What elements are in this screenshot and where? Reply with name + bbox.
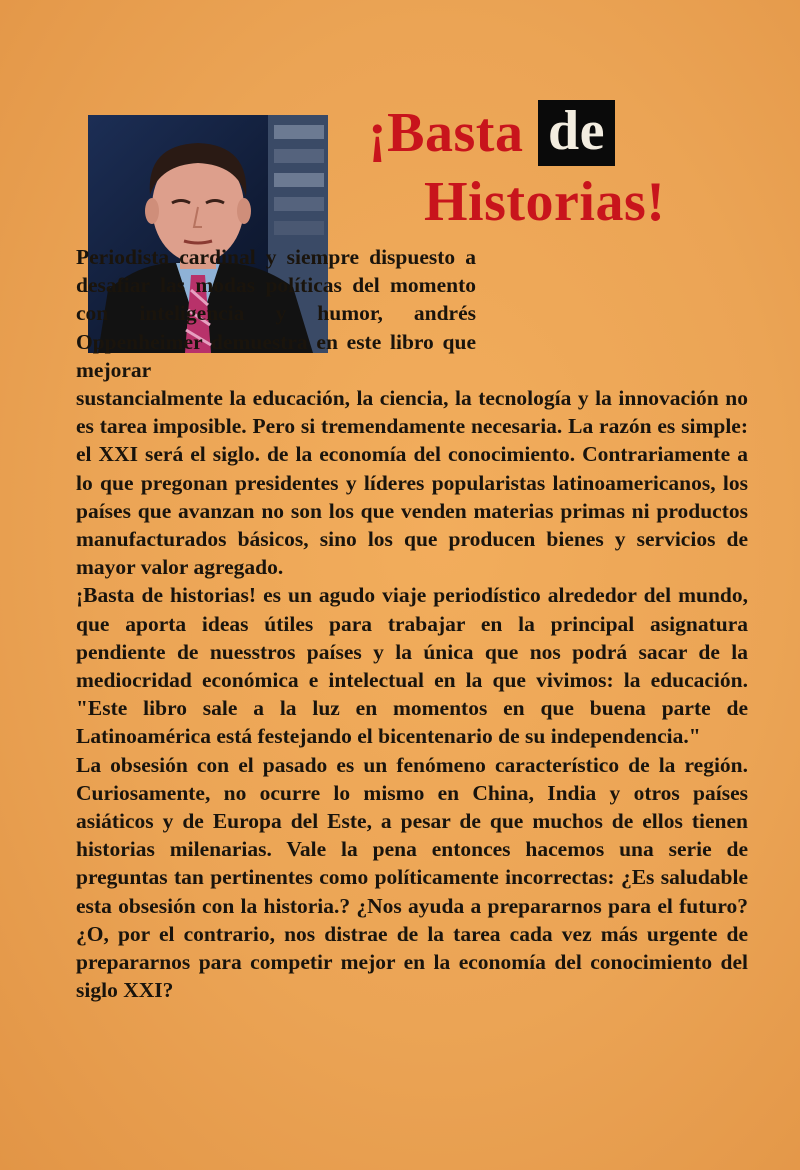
paragraph-2: ¡Basta de historias! es un agudo viaje periodístico alrededor del mundo, que aporta ideas útiles para trabajar en la principal asignatura pendiente de nuesstros países y la única que nos podrá sacar de la mediocridad económica e intelectual en la que vivimos: la educación. "Este libro sale a la luz en momentos en que buena parte de Latinoamérica está festejando el bicentenario de su independencia." [76, 583, 748, 749]
title-line-2: Historias! [424, 171, 666, 233]
paragraph-1-rest: sustancialmente la educación, la ciencia, la tecnología y la innovación no es tarea imposible. Pero si tremendamente necesaria. La razón es simple: el XXI será el siglo. de la economía del conocimiento. Contrariamente a lo que pregonan presidentes y líderes popularistas latinoamericanos, los países que avanzan no son los que venden materias primas ni productos manufacturados básicos, sino los que producen bienes y servicios de mayor valor agregado. [76, 386, 748, 580]
paragraph-1-lead: Periodista cardinal y siempre dispuesto a desafiar las modas políticas del momento con inteligencia y humor, andrés Oppenheimer demuestra en este libro que mejorar [76, 245, 476, 382]
title-de-boxed: de [538, 100, 615, 166]
book-title [368, 100, 748, 233]
title-basta: ¡Basta [368, 102, 538, 164]
title-line-1 [368, 100, 748, 166]
paragraph-3: La obsesión con el pasado es un fenómeno característico de la región. Curiosamente, no ocurre lo mismo en China, India y otros países asiáticos y de Europa del Este, a pesar de que muchos de ellos tienen historias milenarias. Vale la pena entonces hacemos una serie de preguntas tan pertinentes como políticamente incorrectas: ¿Es saludable esta obsesión con la historia.? ¿Nos ayuda a prepararnos para el futuro? ¿O, por el contrario, nos distrae de la tarea cada vez más urgente de prepararnos para competir mejor en la economía del conocimiento del siglo XXI? [76, 752, 748, 1003]
synopsis-text [76, 243, 748, 1004]
